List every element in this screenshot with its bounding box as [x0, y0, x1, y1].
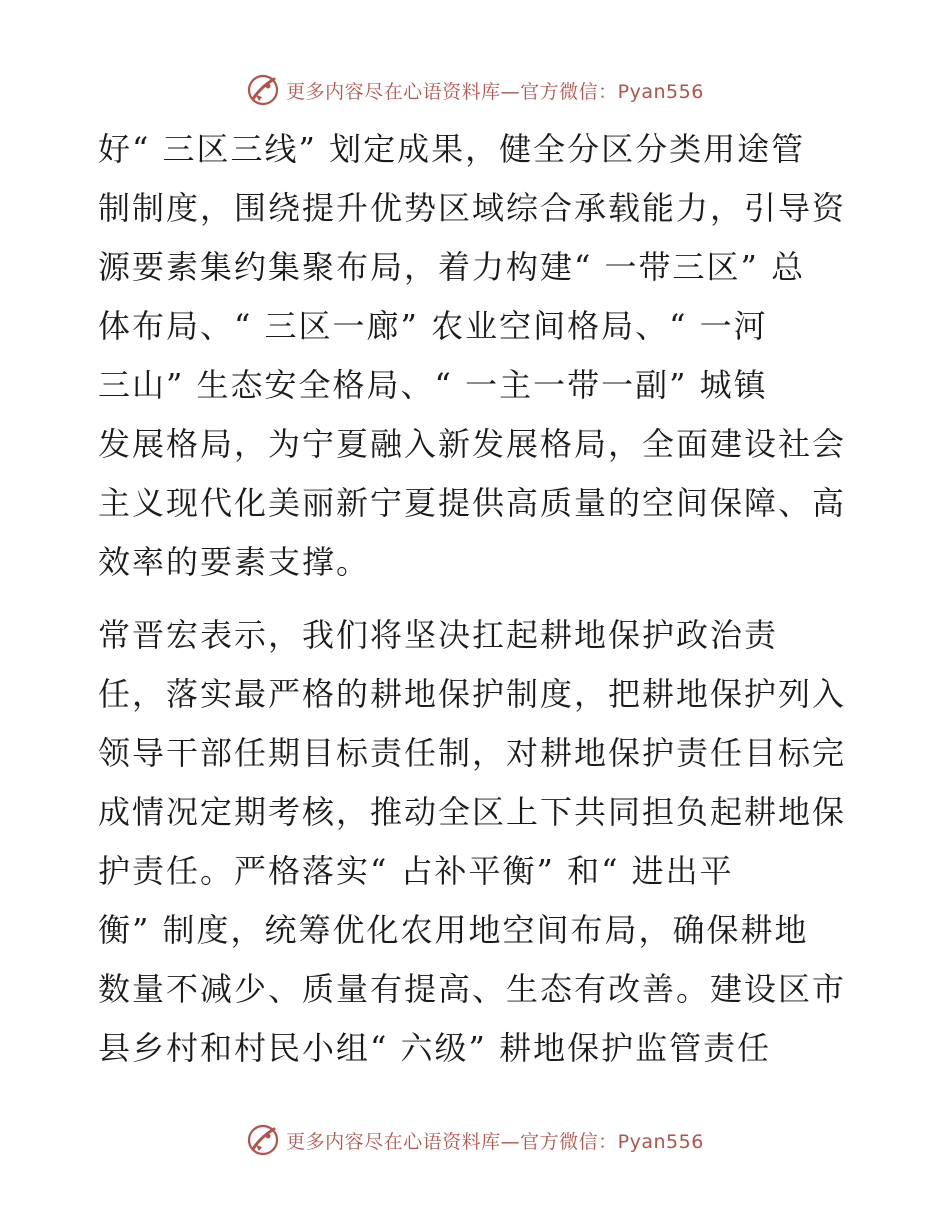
footer-banner [0, 1120, 950, 1160]
brush-logo-icon [246, 73, 280, 107]
paragraph-1 [98, 120, 858, 592]
text-line: 效率的要素支撑。 [98, 543, 371, 581]
text-line: 好“ 三区三线” 划定成果，健全分区分类用途管 [98, 130, 806, 168]
text-line: 源要素集约集聚布局，着力构建“ 一带三区” 总 [98, 248, 806, 286]
text-line: 任，落实最严格的耕地保护制度，把耕地保护列入 [98, 675, 847, 713]
header-banner [0, 70, 950, 110]
footer-banner-text: 更多内容尽在心语资料库—官方微信：Pyan556 [286, 1130, 704, 1153]
text-line: 衡” 制度，统筹优化农用地空间布局，确保耕地 [98, 911, 809, 949]
text-line: 常晋宏表示，我们将坚决扛起耕地保护政治责 [98, 616, 779, 654]
text-line: 护责任。严格落实“ 占补平衡” 和“ 进出平 [98, 852, 734, 890]
header-banner-text: 更多内容尽在心语资料库—官方微信：Pyan556 [286, 80, 704, 103]
text-line: 制制度，围绕提升优势区域综合承载能力，引导资 [98, 189, 847, 227]
paragraph-2 [98, 606, 858, 1078]
text-line: 主义现代化美丽新宁夏提供高质量的空间保障、高 [98, 484, 847, 522]
document-body [98, 120, 858, 1078]
text-line: 数量不减少、质量有提高、生态有改善。建设区市 [98, 970, 847, 1008]
text-line: 县乡村和村民小组“ 六级” 耕地保护监管责任 [98, 1029, 772, 1067]
text-line: 发展格局，为宁夏融入新发展格局，全面建设社会 [98, 425, 847, 463]
text-line: 领导干部任期目标责任制，对耕地保护责任目标完 [98, 734, 847, 772]
text-line: 体布局、“ 三区一廊” 农业空间格局、“ 一河 [98, 307, 768, 345]
text-line: 成情况定期考核，推动全区上下共同担负起耕地保 [98, 793, 847, 831]
text-line: 三山” 生态安全格局、“ 一主一带一副” 城镇 [98, 366, 768, 404]
brush-logo-icon [246, 1123, 280, 1157]
